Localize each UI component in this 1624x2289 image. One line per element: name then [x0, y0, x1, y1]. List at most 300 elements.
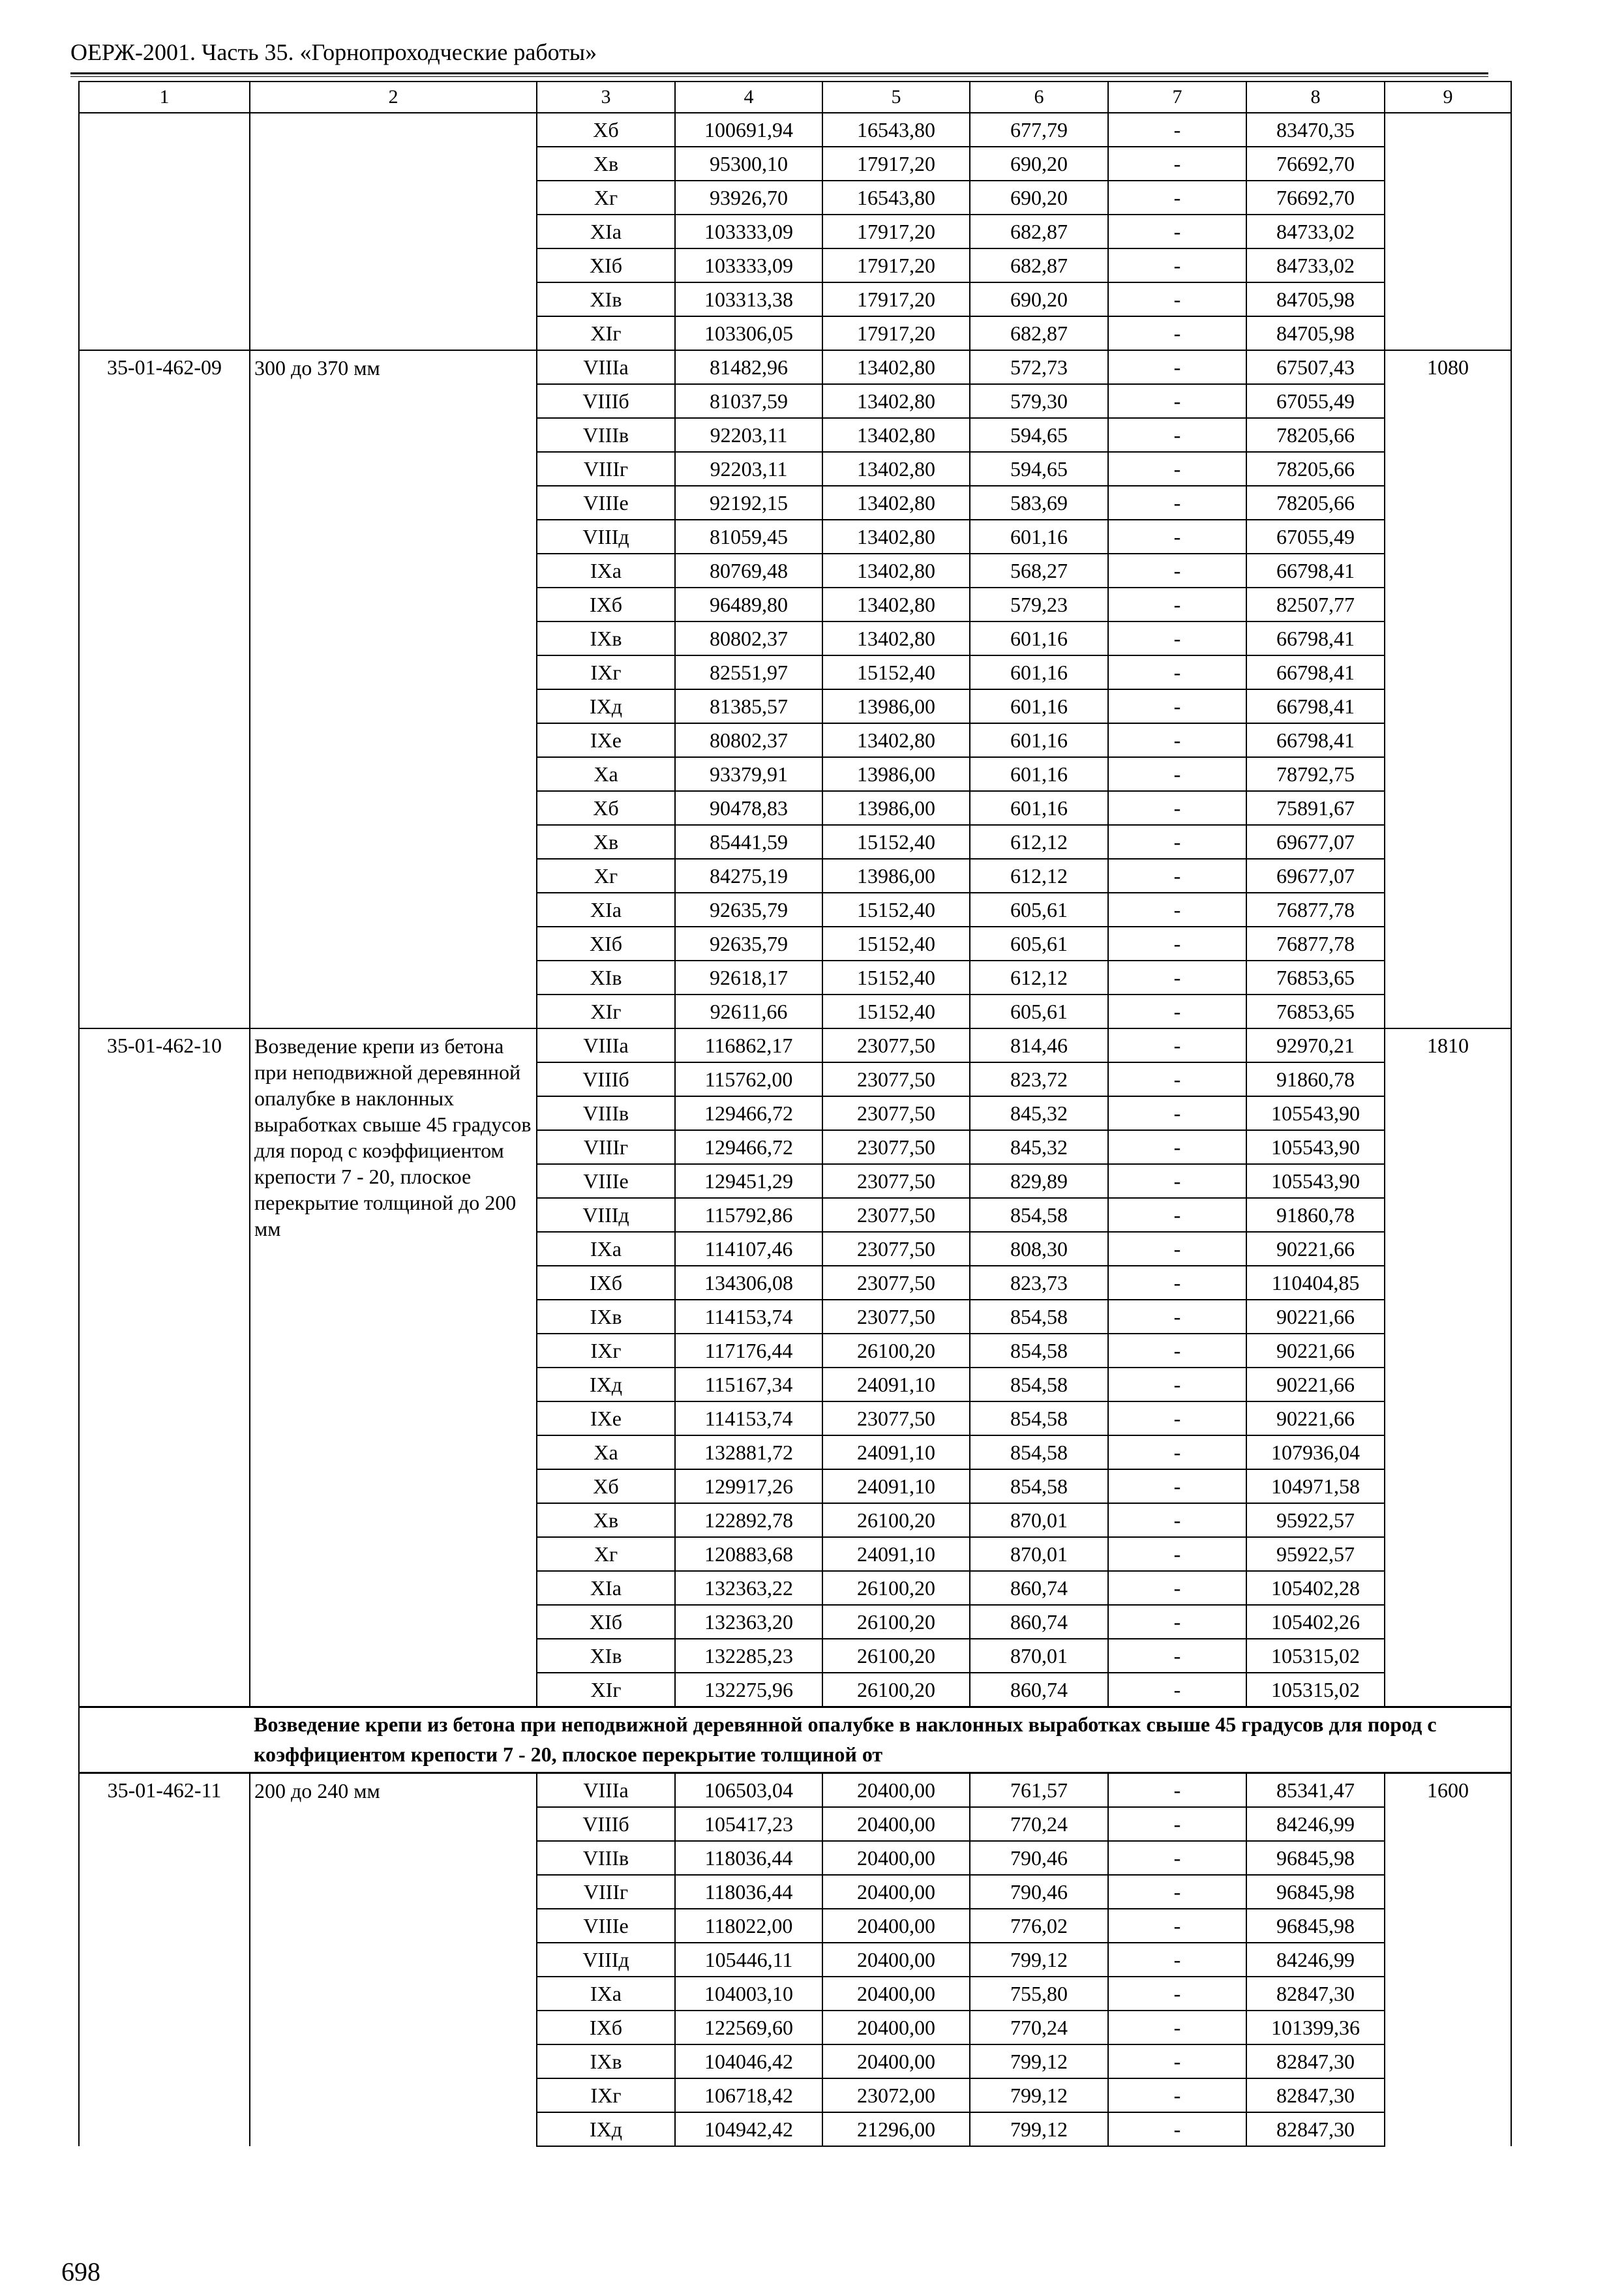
- rate-code-empty: [79, 554, 250, 588]
- labor-wages: 17917,20: [822, 316, 970, 350]
- labor-wages: 20400,00: [822, 1977, 970, 2011]
- driver-wages: -: [1108, 2011, 1246, 2044]
- labor-wages: 24091,10: [822, 1368, 970, 1401]
- direct-costs: 93379,91: [675, 757, 822, 791]
- soil-group: IXв: [537, 1300, 675, 1334]
- materials-cost: 67055,49: [1246, 520, 1385, 554]
- machine-costs: 860,74: [970, 1673, 1108, 1707]
- labor-wages: 20400,00: [822, 1875, 970, 1909]
- direct-costs: 114153,74: [675, 1300, 822, 1334]
- labor-hours: [1385, 1401, 1511, 1435]
- labor-hours: [1385, 248, 1511, 282]
- table-row: [79, 1028, 1511, 1062]
- materials-cost: 67055,49: [1246, 384, 1385, 418]
- labor-wages: 23077,50: [822, 1062, 970, 1096]
- soil-group: Xв: [537, 825, 675, 859]
- materials-cost: 82847,30: [1246, 2044, 1385, 2078]
- soil-group: XIв: [537, 961, 675, 995]
- direct-costs: 103306,05: [675, 316, 822, 350]
- materials-cost: 90221,66: [1246, 1368, 1385, 1401]
- soil-group: VIIIд: [537, 1943, 675, 1977]
- materials-cost: 84705,98: [1246, 316, 1385, 350]
- labor-wages: 13986,00: [822, 757, 970, 791]
- direct-costs: 129466,72: [675, 1130, 822, 1164]
- driver-wages: -: [1108, 113, 1246, 147]
- soil-group: VIIIб: [537, 384, 675, 418]
- machine-costs: 854,58: [970, 1300, 1108, 1334]
- direct-costs: 115762,00: [675, 1062, 822, 1096]
- driver-wages: -: [1108, 1807, 1246, 1841]
- materials-cost: 90221,66: [1246, 1401, 1385, 1435]
- soil-group: VIIIг: [537, 1130, 675, 1164]
- rate-code-empty: [79, 893, 250, 927]
- labor-wages: 20400,00: [822, 1841, 970, 1875]
- materials-cost: 90221,66: [1246, 1232, 1385, 1266]
- soil-group: IXб: [537, 588, 675, 621]
- labor-wages: 26100,20: [822, 1639, 970, 1673]
- direct-costs: 106503,04: [675, 1773, 822, 1808]
- rate-code-empty: [79, 1266, 250, 1300]
- labor-wages: 23077,50: [822, 1096, 970, 1130]
- labor-wages: 13986,00: [822, 859, 970, 893]
- materials-cost: 76853,65: [1246, 995, 1385, 1028]
- labor-hours: 1810: [1385, 1028, 1511, 1062]
- materials-cost: 78205,66: [1246, 418, 1385, 452]
- direct-costs: 106718,42: [675, 2078, 822, 2112]
- labor-wages: 21296,00: [822, 2112, 970, 2146]
- materials-cost: 90221,66: [1246, 1300, 1385, 1334]
- machine-costs: 776,02: [970, 1909, 1108, 1943]
- driver-wages: -: [1108, 1875, 1246, 1909]
- labor-wages: 20400,00: [822, 1807, 970, 1841]
- labor-wages: 23077,50: [822, 1130, 970, 1164]
- labor-hours: [1385, 588, 1511, 621]
- driver-wages: -: [1108, 1164, 1246, 1198]
- labor-wages: 13402,80: [822, 588, 970, 621]
- machine-costs: 799,12: [970, 2044, 1108, 2078]
- soil-group: Xв: [537, 1503, 675, 1537]
- labor-hours: [1385, 215, 1511, 248]
- machine-costs: 605,61: [970, 927, 1108, 961]
- labor-hours: [1385, 1807, 1511, 1841]
- direct-costs: 105446,11: [675, 1943, 822, 1977]
- soil-group: Xа: [537, 757, 675, 791]
- machine-costs: 860,74: [970, 1571, 1108, 1605]
- rate-code-empty: [79, 1673, 250, 1707]
- soil-group: Xв: [537, 147, 675, 181]
- machine-costs: 755,80: [970, 1977, 1108, 2011]
- column-number: 1: [79, 82, 250, 113]
- soil-group: XIб: [537, 1605, 675, 1639]
- labor-hours: [1385, 961, 1511, 995]
- direct-costs: 100691,94: [675, 113, 822, 147]
- labor-hours: [1385, 2078, 1511, 2112]
- direct-costs: 132363,22: [675, 1571, 822, 1605]
- soil-group: XIа: [537, 1571, 675, 1605]
- driver-wages: -: [1108, 2112, 1246, 2146]
- machine-costs: 761,57: [970, 1773, 1108, 1808]
- labor-wages: 20400,00: [822, 1773, 970, 1808]
- driver-wages: -: [1108, 384, 1246, 418]
- machine-costs: 568,27: [970, 554, 1108, 588]
- materials-cost: 101399,36: [1246, 2011, 1385, 2044]
- driver-wages: -: [1108, 723, 1246, 757]
- labor-wages: 26100,20: [822, 1673, 970, 1707]
- labor-wages: 13402,80: [822, 418, 970, 452]
- labor-hours: [1385, 859, 1511, 893]
- direct-costs: 93926,70: [675, 181, 822, 215]
- direct-costs: 80802,37: [675, 621, 822, 655]
- driver-wages: -: [1108, 1537, 1246, 1571]
- direct-costs: 116862,17: [675, 1028, 822, 1062]
- soil-group: IXа: [537, 1977, 675, 2011]
- soil-group: XIб: [537, 248, 675, 282]
- materials-cost: 78792,75: [1246, 757, 1385, 791]
- materials-cost: 82507,77: [1246, 588, 1385, 621]
- rate-code-empty: [79, 588, 250, 621]
- labor-wages: 15152,40: [822, 995, 970, 1028]
- driver-wages: -: [1108, 1334, 1246, 1368]
- labor-wages: 13986,00: [822, 791, 970, 825]
- column-number: 4: [675, 82, 822, 113]
- labor-wages: 17917,20: [822, 248, 970, 282]
- rate-code: [79, 113, 250, 147]
- work-description: 200 до 240 мм: [250, 1773, 537, 2147]
- soil-group: VIIIв: [537, 1096, 675, 1130]
- materials-cost: 82847,30: [1246, 1977, 1385, 2011]
- soil-group: IXв: [537, 621, 675, 655]
- labor-hours: [1385, 2112, 1511, 2146]
- direct-costs: 132285,23: [675, 1639, 822, 1673]
- labor-hours: [1385, 181, 1511, 215]
- labor-hours: [1385, 1841, 1511, 1875]
- driver-wages: -: [1108, 1062, 1246, 1096]
- rate-code: 35-01-462-10: [79, 1028, 250, 1062]
- rate-code-empty: [79, 181, 250, 215]
- machine-costs: 854,58: [970, 1401, 1108, 1435]
- machine-costs: 682,87: [970, 316, 1108, 350]
- materials-cost: 69677,07: [1246, 859, 1385, 893]
- soil-group: IXб: [537, 2011, 675, 2044]
- driver-wages: -: [1108, 859, 1246, 893]
- column-number: 6: [970, 82, 1108, 113]
- direct-costs: 92203,11: [675, 418, 822, 452]
- rate-code-empty: [79, 452, 250, 486]
- labor-hours: [1385, 2011, 1511, 2044]
- machine-costs: 690,20: [970, 147, 1108, 181]
- driver-wages: -: [1108, 1198, 1246, 1232]
- driver-wages: -: [1108, 1096, 1246, 1130]
- direct-costs: 134306,08: [675, 1266, 822, 1300]
- rate-code-empty: [79, 961, 250, 995]
- machine-costs: 814,46: [970, 1028, 1108, 1062]
- labor-hours: [1385, 1639, 1511, 1673]
- materials-cost: 83470,35: [1246, 113, 1385, 147]
- section-spacer: [79, 1707, 250, 1773]
- soil-group: VIIIд: [537, 520, 675, 554]
- driver-wages: -: [1108, 1028, 1246, 1062]
- labor-wages: 20400,00: [822, 2044, 970, 2078]
- soil-group: VIIIб: [537, 1062, 675, 1096]
- soil-group: VIIIг: [537, 1875, 675, 1909]
- rate-code-empty: [79, 757, 250, 791]
- labor-hours: [1385, 2044, 1511, 2078]
- labor-hours: [1385, 893, 1511, 927]
- page-number: 698: [61, 2257, 100, 2286]
- driver-wages: -: [1108, 316, 1246, 350]
- materials-cost: 76692,70: [1246, 147, 1385, 181]
- materials-cost: 67507,43: [1246, 350, 1385, 384]
- soil-group: IXг: [537, 655, 675, 689]
- table-row: [79, 350, 1511, 384]
- direct-costs: 129917,26: [675, 1469, 822, 1503]
- materials-cost: 107936,04: [1246, 1435, 1385, 1469]
- direct-costs: 120883,68: [675, 1537, 822, 1571]
- driver-wages: -: [1108, 1266, 1246, 1300]
- materials-cost: 96845,98: [1246, 1909, 1385, 1943]
- soil-group: XIг: [537, 1673, 675, 1707]
- driver-wages: -: [1108, 995, 1246, 1028]
- direct-costs: 118036,44: [675, 1875, 822, 1909]
- direct-costs: 92203,11: [675, 452, 822, 486]
- labor-hours: [1385, 1096, 1511, 1130]
- labor-hours: [1385, 791, 1511, 825]
- section-heading-row: [79, 1707, 1511, 1773]
- machine-costs: 854,58: [970, 1469, 1108, 1503]
- materials-cost: 82847,30: [1246, 2112, 1385, 2146]
- driver-wages: -: [1108, 1773, 1246, 1808]
- machine-costs: 854,58: [970, 1198, 1108, 1232]
- labor-hours: [1385, 1232, 1511, 1266]
- rate-code-empty: [79, 1943, 250, 1977]
- labor-hours: [1385, 655, 1511, 689]
- driver-wages: -: [1108, 1639, 1246, 1673]
- soil-group: IXе: [537, 1401, 675, 1435]
- driver-wages: -: [1108, 1368, 1246, 1401]
- machine-costs: 601,16: [970, 655, 1108, 689]
- soil-group: IXв: [537, 2044, 675, 2078]
- machine-costs: 854,58: [970, 1368, 1108, 1401]
- driver-wages: -: [1108, 655, 1246, 689]
- soil-group: IXд: [537, 2112, 675, 2146]
- soil-group: XIб: [537, 927, 675, 961]
- materials-cost: 78205,66: [1246, 452, 1385, 486]
- labor-wages: 13402,80: [822, 723, 970, 757]
- labor-wages: 26100,20: [822, 1571, 970, 1605]
- labor-hours: [1385, 1469, 1511, 1503]
- rate-code-empty: [79, 2078, 250, 2112]
- materials-cost: 105402,28: [1246, 1571, 1385, 1605]
- driver-wages: -: [1108, 1673, 1246, 1707]
- materials-cost: 84705,98: [1246, 282, 1385, 316]
- materials-cost: 91860,78: [1246, 1062, 1385, 1096]
- labor-hours: [1385, 520, 1511, 554]
- rate-code-empty: [79, 689, 250, 723]
- driver-wages: -: [1108, 520, 1246, 554]
- rate-code-empty: [79, 791, 250, 825]
- soil-group: VIIIе: [537, 486, 675, 520]
- machine-costs: 790,46: [970, 1875, 1108, 1909]
- rate-code-empty: [79, 1469, 250, 1503]
- labor-wages: 20400,00: [822, 1943, 970, 1977]
- labor-hours: [1385, 1130, 1511, 1164]
- rate-code-empty: [79, 621, 250, 655]
- soil-group: XIа: [537, 215, 675, 248]
- labor-wages: 15152,40: [822, 893, 970, 927]
- machine-costs: 790,46: [970, 1841, 1108, 1875]
- labor-wages: 13402,80: [822, 350, 970, 384]
- labor-hours: [1385, 757, 1511, 791]
- materials-cost: 84246,99: [1246, 1807, 1385, 1841]
- materials-cost: 82847,30: [1246, 2078, 1385, 2112]
- rate-code-empty: [79, 418, 250, 452]
- materials-cost: 90221,66: [1246, 1334, 1385, 1368]
- labor-wages: 16543,80: [822, 113, 970, 147]
- machine-costs: 601,16: [970, 621, 1108, 655]
- machine-costs: 579,30: [970, 384, 1108, 418]
- direct-costs: 95300,10: [675, 147, 822, 181]
- materials-cost: 76853,65: [1246, 961, 1385, 995]
- driver-wages: -: [1108, 2044, 1246, 2078]
- labor-hours: [1385, 1300, 1511, 1334]
- soil-group: Xг: [537, 1537, 675, 1571]
- materials-cost: 105543,90: [1246, 1130, 1385, 1164]
- labor-wages: 20400,00: [822, 1909, 970, 1943]
- machine-costs: 770,24: [970, 1807, 1108, 1841]
- driver-wages: -: [1108, 350, 1246, 384]
- rate-code-empty: [79, 1537, 250, 1571]
- labor-wages: 13402,80: [822, 621, 970, 655]
- driver-wages: -: [1108, 689, 1246, 723]
- direct-costs: 118022,00: [675, 1909, 822, 1943]
- soil-group: IXб: [537, 1266, 675, 1300]
- machine-costs: 808,30: [970, 1232, 1108, 1266]
- soil-group: VIIIд: [537, 1198, 675, 1232]
- labor-hours: [1385, 825, 1511, 859]
- driver-wages: -: [1108, 486, 1246, 520]
- direct-costs: 103313,38: [675, 282, 822, 316]
- labor-wages: 26100,20: [822, 1334, 970, 1368]
- direct-costs: 92192,15: [675, 486, 822, 520]
- machine-costs: 829,89: [970, 1164, 1108, 1198]
- materials-cost: 105315,02: [1246, 1673, 1385, 1707]
- labor-hours: [1385, 452, 1511, 486]
- machine-costs: 601,16: [970, 520, 1108, 554]
- rate-code-empty: [79, 1875, 250, 1909]
- labor-wages: 13986,00: [822, 689, 970, 723]
- labor-hours: [1385, 384, 1511, 418]
- direct-costs: 129466,72: [675, 1096, 822, 1130]
- labor-wages: 20400,00: [822, 2011, 970, 2044]
- labor-hours: [1385, 282, 1511, 316]
- labor-hours: [1385, 1062, 1511, 1096]
- materials-cost: 66798,41: [1246, 621, 1385, 655]
- soil-group: IXд: [537, 689, 675, 723]
- rate-code: 35-01-462-09: [79, 350, 250, 384]
- labor-hours: [1385, 689, 1511, 723]
- labor-wages: 16543,80: [822, 181, 970, 215]
- soil-group: Xа: [537, 1435, 675, 1469]
- direct-costs: 82551,97: [675, 655, 822, 689]
- rate-code-empty: [79, 1841, 250, 1875]
- rate-code-empty: [79, 655, 250, 689]
- rate-code-empty: [79, 1130, 250, 1164]
- materials-cost: 92970,21: [1246, 1028, 1385, 1062]
- direct-costs: 92635,79: [675, 927, 822, 961]
- column-number-row: [79, 82, 1511, 113]
- machine-costs: 870,01: [970, 1639, 1108, 1673]
- labor-hours: [1385, 1673, 1511, 1707]
- materials-cost: 76877,78: [1246, 893, 1385, 927]
- direct-costs: 92635,79: [675, 893, 822, 927]
- rate-code: 35-01-462-11: [79, 1773, 250, 1808]
- labor-hours: [1385, 1368, 1511, 1401]
- labor-hours: [1385, 1977, 1511, 2011]
- soil-group: IXг: [537, 2078, 675, 2112]
- materials-cost: 66798,41: [1246, 554, 1385, 588]
- machine-costs: 854,58: [970, 1435, 1108, 1469]
- machine-costs: 682,87: [970, 215, 1108, 248]
- soil-group: Xб: [537, 1469, 675, 1503]
- direct-costs: 129451,29: [675, 1164, 822, 1198]
- soil-group: XIв: [537, 1639, 675, 1673]
- machine-costs: 601,16: [970, 689, 1108, 723]
- labor-wages: 13402,80: [822, 486, 970, 520]
- machine-costs: 799,12: [970, 2078, 1108, 2112]
- labor-hours: [1385, 486, 1511, 520]
- labor-wages: 15152,40: [822, 961, 970, 995]
- page-header: ОЕРЖ-2001. Часть 35. «Горнопроходческие работы»: [70, 39, 597, 65]
- labor-wages: 23077,50: [822, 1028, 970, 1062]
- labor-hours: [1385, 316, 1511, 350]
- direct-costs: 96489,80: [675, 588, 822, 621]
- direct-costs: 80769,48: [675, 554, 822, 588]
- materials-cost: 84733,02: [1246, 248, 1385, 282]
- labor-hours: [1385, 1943, 1511, 1977]
- driver-wages: -: [1108, 1605, 1246, 1639]
- column-number: 8: [1246, 82, 1385, 113]
- direct-costs: 114107,46: [675, 1232, 822, 1266]
- direct-costs: 115167,34: [675, 1368, 822, 1401]
- direct-costs: 132363,20: [675, 1605, 822, 1639]
- driver-wages: -: [1108, 418, 1246, 452]
- rate-code-empty: [79, 1401, 250, 1435]
- soil-group: Xг: [537, 859, 675, 893]
- soil-group: IXа: [537, 1232, 675, 1266]
- materials-cost: 66798,41: [1246, 723, 1385, 757]
- column-number: 9: [1385, 82, 1511, 113]
- rate-code-empty: [79, 859, 250, 893]
- rate-code-empty: [79, 215, 250, 248]
- direct-costs: 104003,10: [675, 1977, 822, 2011]
- direct-costs: 92611,66: [675, 995, 822, 1028]
- labor-hours: [1385, 1164, 1511, 1198]
- direct-costs: 90478,83: [675, 791, 822, 825]
- soil-group: VIIIа: [537, 1773, 675, 1808]
- rate-code-empty: [79, 520, 250, 554]
- labor-wages: 13402,80: [822, 554, 970, 588]
- direct-costs: 122569,60: [675, 2011, 822, 2044]
- labor-wages: 24091,10: [822, 1537, 970, 1571]
- rate-code-empty: [79, 1164, 250, 1198]
- rate-code-empty: [79, 147, 250, 181]
- direct-costs: 104942,42: [675, 2112, 822, 2146]
- rate-code-empty: [79, 1639, 250, 1673]
- rate-code-empty: [79, 2044, 250, 2078]
- labor-hours: [1385, 723, 1511, 757]
- rate-code-empty: [79, 2112, 250, 2146]
- rate-code-empty: [79, 1503, 250, 1537]
